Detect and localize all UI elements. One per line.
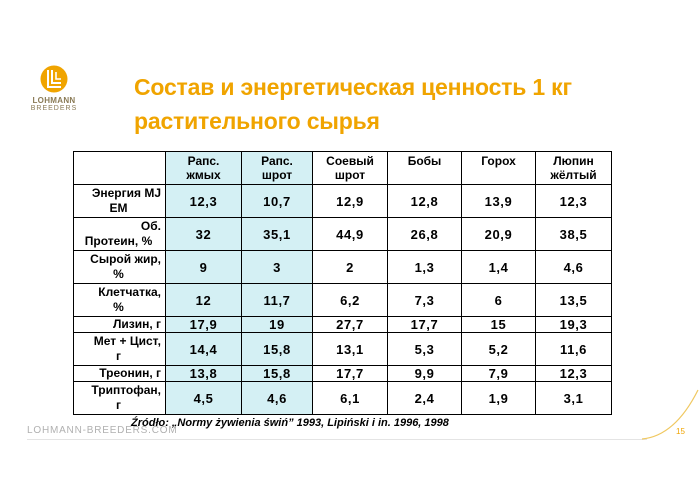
row-label: Энергия MJ EM [74, 185, 166, 218]
table-cell: 12,3 [166, 185, 242, 218]
logo-brand-name: LOHMANN [32, 96, 76, 105]
table-cell: 13,8 [166, 366, 242, 382]
table-cell: 6,2 [313, 284, 388, 317]
table-cell: 3,1 [536, 382, 612, 415]
table-cell: 17,7 [388, 317, 462, 333]
table-cell: 13,1 [313, 333, 388, 366]
table-cell: 19,3 [536, 317, 612, 333]
table-cell: 26,8 [388, 218, 462, 251]
table-cell: 20,9 [462, 218, 536, 251]
table-cell: 13,5 [536, 284, 612, 317]
table-cell: 7,9 [462, 366, 536, 382]
lohmann-logo-icon [40, 64, 68, 94]
footer-divider [27, 439, 647, 440]
header-cell: Люпин жёлтый [536, 152, 612, 185]
header-cell-empty [74, 152, 166, 185]
table-cell: 1,4 [462, 251, 536, 284]
table-cell: 17,9 [166, 317, 242, 333]
table-cell: 11,7 [242, 284, 313, 317]
table-cell: 6,1 [313, 382, 388, 415]
table-cell: 27,7 [313, 317, 388, 333]
row-label: Триптофан, г [74, 382, 166, 415]
table-cell: 5,2 [462, 333, 536, 366]
table-cell: 4,6 [536, 251, 612, 284]
row-label: Сырой жир, % [74, 251, 166, 284]
logo-brand-sub: BREEDERS [30, 105, 78, 112]
footer-url: LOHMANN-BREEDERS.COM [27, 425, 178, 436]
slide-title-line2: растительного сырья [134, 108, 380, 134]
header-cell: Бобы [388, 152, 462, 185]
header-cell: Горох [462, 152, 536, 185]
slide-title [134, 70, 654, 138]
row-label: Об. Протеин, % [74, 218, 166, 251]
slide-title-line1: Состав и энергетическая ценность 1 кг [134, 74, 572, 100]
table-cell: 1,9 [462, 382, 536, 415]
page-number: 15 [676, 427, 685, 436]
table-row [74, 185, 612, 218]
table-cell: 1,3 [388, 251, 462, 284]
table-cell: 14,4 [166, 333, 242, 366]
table-cell: 4,6 [242, 382, 313, 415]
table-cell: 9 [166, 251, 242, 284]
table-header-row [74, 152, 612, 185]
table-cell: 9,9 [388, 366, 462, 382]
source-citation: Źródło: „Normy żywienia świń” 1993, Lipiński i in. 1996, 1998 [131, 417, 449, 429]
table-cell: 12,8 [388, 185, 462, 218]
table-row [74, 251, 612, 284]
header-cell: Соевый шрот [313, 152, 388, 185]
table-cell: 19 [242, 317, 313, 333]
table-cell: 10,7 [242, 185, 313, 218]
table-row [74, 317, 612, 333]
table-cell: 13,9 [462, 185, 536, 218]
table-row [74, 382, 612, 415]
footer-curve-decoration [640, 388, 700, 443]
table-cell: 38,5 [536, 218, 612, 251]
table-row [74, 366, 612, 382]
row-label: Лизин, г [74, 317, 166, 333]
table-cell: 15,8 [242, 333, 313, 366]
table-cell: 6 [462, 284, 536, 317]
table-cell: 4,5 [166, 382, 242, 415]
lohmann-logo [28, 64, 80, 113]
table-cell: 17,7 [313, 366, 388, 382]
header-cell: Рапс. жмых [166, 152, 242, 185]
row-label: Треонин, г [74, 366, 166, 382]
table-cell: 12,3 [536, 185, 612, 218]
table-cell: 12,3 [536, 366, 612, 382]
table-row [74, 284, 612, 317]
table-cell: 32 [166, 218, 242, 251]
table-cell: 35,1 [242, 218, 313, 251]
table-cell: 5,3 [388, 333, 462, 366]
row-label: Мет + Цист, г [74, 333, 166, 366]
table-cell: 12 [166, 284, 242, 317]
table-cell: 2,4 [388, 382, 462, 415]
table-cell: 2 [313, 251, 388, 284]
table-row [74, 333, 612, 366]
table-cell: 44,9 [313, 218, 388, 251]
row-label: Клетчатка, % [74, 284, 166, 317]
table-cell: 3 [242, 251, 313, 284]
composition-table [73, 151, 612, 415]
table-cell: 15,8 [242, 366, 313, 382]
table-row [74, 218, 612, 251]
table-cell: 12,9 [313, 185, 388, 218]
table-cell: 7,3 [388, 284, 462, 317]
table-cell: 15 [462, 317, 536, 333]
table-cell: 11,6 [536, 333, 612, 366]
header-cell: Рапс. шрот [242, 152, 313, 185]
